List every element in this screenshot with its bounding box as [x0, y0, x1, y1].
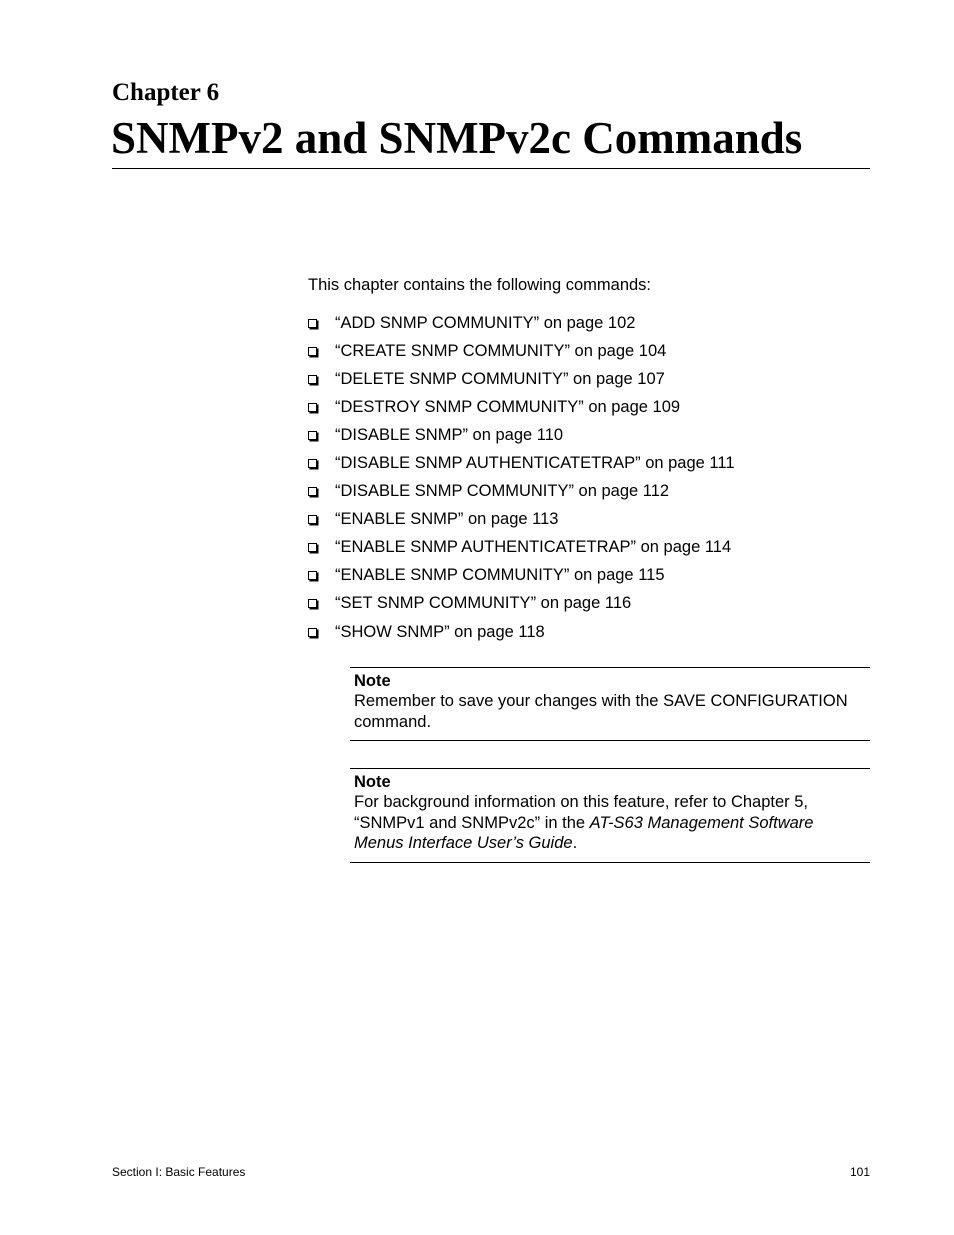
note-heading: Note	[354, 773, 391, 791]
checkbox-bullet-icon	[308, 319, 317, 328]
checkbox-bullet-icon	[308, 375, 317, 384]
list-item	[308, 425, 735, 453]
note-text: “SNMPv1 and SNMPv2c” in the	[354, 813, 590, 832]
checkbox-bullet-icon	[308, 628, 317, 637]
guide-title: Menus Interface User’s Guide	[354, 834, 573, 852]
list-item	[308, 537, 735, 565]
note-box-background	[350, 768, 870, 863]
note-line: command.	[354, 712, 432, 731]
note-line	[354, 813, 870, 834]
command-link[interactable]: “DELETE SNMP COMMUNITY” on page 107	[335, 370, 665, 388]
list-item	[308, 509, 735, 537]
note-line: Remember to save your changes with the SAVE CONFIGURATION	[354, 692, 848, 710]
checkbox-bullet-icon	[308, 487, 317, 496]
command-link[interactable]: “DESTROY SNMP COMMUNITY” on page 109	[335, 398, 681, 416]
checkbox-bullet-icon	[308, 347, 317, 356]
list-item	[308, 341, 735, 369]
checkbox-bullet-icon	[308, 571, 317, 580]
footer-section: Section I: Basic Features	[112, 1165, 246, 1179]
command-link[interactable]: “ADD SNMP COMMUNITY” on page 102	[335, 314, 636, 332]
note-text: .	[572, 834, 578, 852]
intro-text: This chapter contains the following commands:	[308, 276, 652, 294]
note-heading: Note	[354, 672, 391, 690]
page-number: 101	[849, 1165, 870, 1179]
list-item	[308, 593, 735, 621]
guide-title: AT-S63 Management Software	[589, 813, 814, 832]
checkbox-bullet-icon	[308, 459, 317, 468]
note-line	[354, 833, 870, 854]
command-link[interactable]: “SHOW SNMP” on page 118	[335, 623, 545, 641]
command-list	[308, 313, 735, 642]
list-item	[308, 453, 735, 481]
list-item	[308, 369, 735, 397]
list-item	[308, 622, 735, 642]
note-body	[354, 792, 870, 854]
checkbox-bullet-icon	[308, 403, 317, 412]
page-title: SNMPv2 and SNMPv2c Commands	[111, 113, 803, 163]
command-link[interactable]: “ENABLE SNMP AUTHENTICATETRAP” on page 114	[335, 538, 732, 556]
title-divider	[112, 168, 870, 169]
note-body	[354, 691, 870, 732]
command-link[interactable]: “DISABLE SNMP COMMUNITY” on page 112	[335, 482, 670, 500]
command-link[interactable]: “ENABLE SNMP” on page 113	[335, 510, 559, 528]
command-link[interactable]: “CREATE SNMP COMMUNITY” on page 104	[335, 342, 667, 360]
list-item	[308, 481, 735, 509]
list-item	[308, 313, 735, 341]
list-item	[308, 397, 735, 425]
command-link[interactable]: “ENABLE SNMP COMMUNITY” on page 115	[335, 566, 665, 584]
note-box-save	[350, 667, 870, 741]
list-item	[308, 565, 735, 593]
checkbox-bullet-icon	[308, 515, 317, 524]
checkbox-bullet-icon	[308, 599, 317, 608]
command-link[interactable]: “SET SNMP COMMUNITY” on page 116	[335, 594, 632, 612]
command-link[interactable]: “DISABLE SNMP AUTHENTICATETRAP” on page 111	[335, 454, 735, 472]
checkbox-bullet-icon	[308, 431, 317, 440]
chapter-label: Chapter 6	[112, 79, 220, 106]
checkbox-bullet-icon	[308, 543, 317, 552]
note-line: For background information on this feature, refer to Chapter 5,	[354, 793, 808, 811]
command-link[interactable]: “DISABLE SNMP” on page 110	[335, 426, 564, 444]
